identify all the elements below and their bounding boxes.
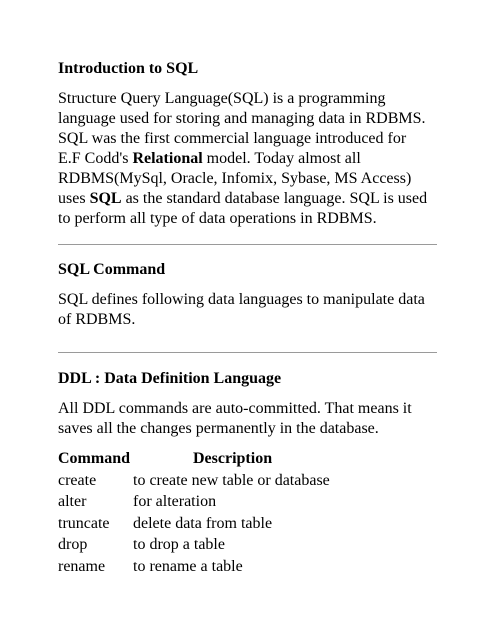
- description-cell: to drop a table: [133, 536, 225, 553]
- intro-line: [58, 149, 448, 169]
- sql-command-heading: SQL Command: [58, 261, 166, 278]
- ddl-line: saves all the changes permanently in the database.: [58, 420, 379, 437]
- table-header-row: [58, 448, 438, 470]
- description-cell: to rename a table: [133, 557, 243, 575]
- intro-text: to perform all type of data operations in RDBMS.: [58, 210, 377, 227]
- sql-command-paragraph: [58, 290, 448, 330]
- table-row: [58, 470, 438, 492]
- intro-bold-term: SQL: [89, 190, 122, 207]
- table-row: [58, 534, 438, 556]
- table-row: [58, 491, 438, 513]
- intro-line: [58, 129, 448, 149]
- intro-heading: Introduction to SQL: [58, 60, 199, 77]
- intro-line: [58, 89, 448, 109]
- command-cell: alter: [58, 493, 87, 510]
- intro-text: RDBMS(MySql, Oracle, Infomix, Sybase, MS Access): [58, 170, 412, 187]
- sql-command-line: SQL defines following data languages to manipulate data: [58, 291, 425, 308]
- intro-paragraph: [58, 89, 448, 229]
- section-divider: [58, 352, 437, 353]
- description-cell: to create new table or database: [133, 471, 330, 489]
- intro-text: Structure Query Language(SQL) is a programming: [58, 90, 386, 107]
- command-cell: rename: [58, 557, 106, 575]
- ddl-heading: DDL : Data Definition Language: [58, 370, 282, 387]
- command-cell: truncate: [58, 514, 110, 532]
- ddl-command-table: [58, 448, 438, 577]
- intro-text: model. Today almost all: [202, 150, 361, 167]
- intro-line: [58, 209, 448, 229]
- command-cell: drop: [58, 536, 88, 553]
- intro-line: [58, 109, 448, 129]
- intro-text: as the standard database language. SQL is used: [121, 190, 428, 207]
- sql-command-line: of RDBMS.: [58, 311, 136, 328]
- section-divider: [58, 244, 437, 245]
- description-cell: for alteration: [133, 493, 217, 510]
- ddl-line: All DDL commands are auto-committed. That means it: [58, 400, 412, 417]
- intro-bold-term: Relational: [132, 150, 203, 167]
- column-header-description: Description: [193, 450, 273, 467]
- command-cell: create: [58, 471, 97, 489]
- ddl-paragraph: [58, 399, 448, 439]
- table-row: [58, 556, 438, 578]
- description-cell: delete data from table: [133, 514, 273, 532]
- intro-text: E.F Codd's: [58, 150, 133, 167]
- intro-line: [58, 169, 448, 189]
- column-header-command: Command: [58, 450, 131, 467]
- table-row: [58, 513, 438, 535]
- intro-line: [58, 189, 448, 209]
- intro-text: uses: [58, 190, 90, 207]
- intro-text: language used for storing and managing data in RDBMS.: [58, 110, 426, 127]
- intro-text: SQL was the first commercial language introduced for: [58, 130, 407, 147]
